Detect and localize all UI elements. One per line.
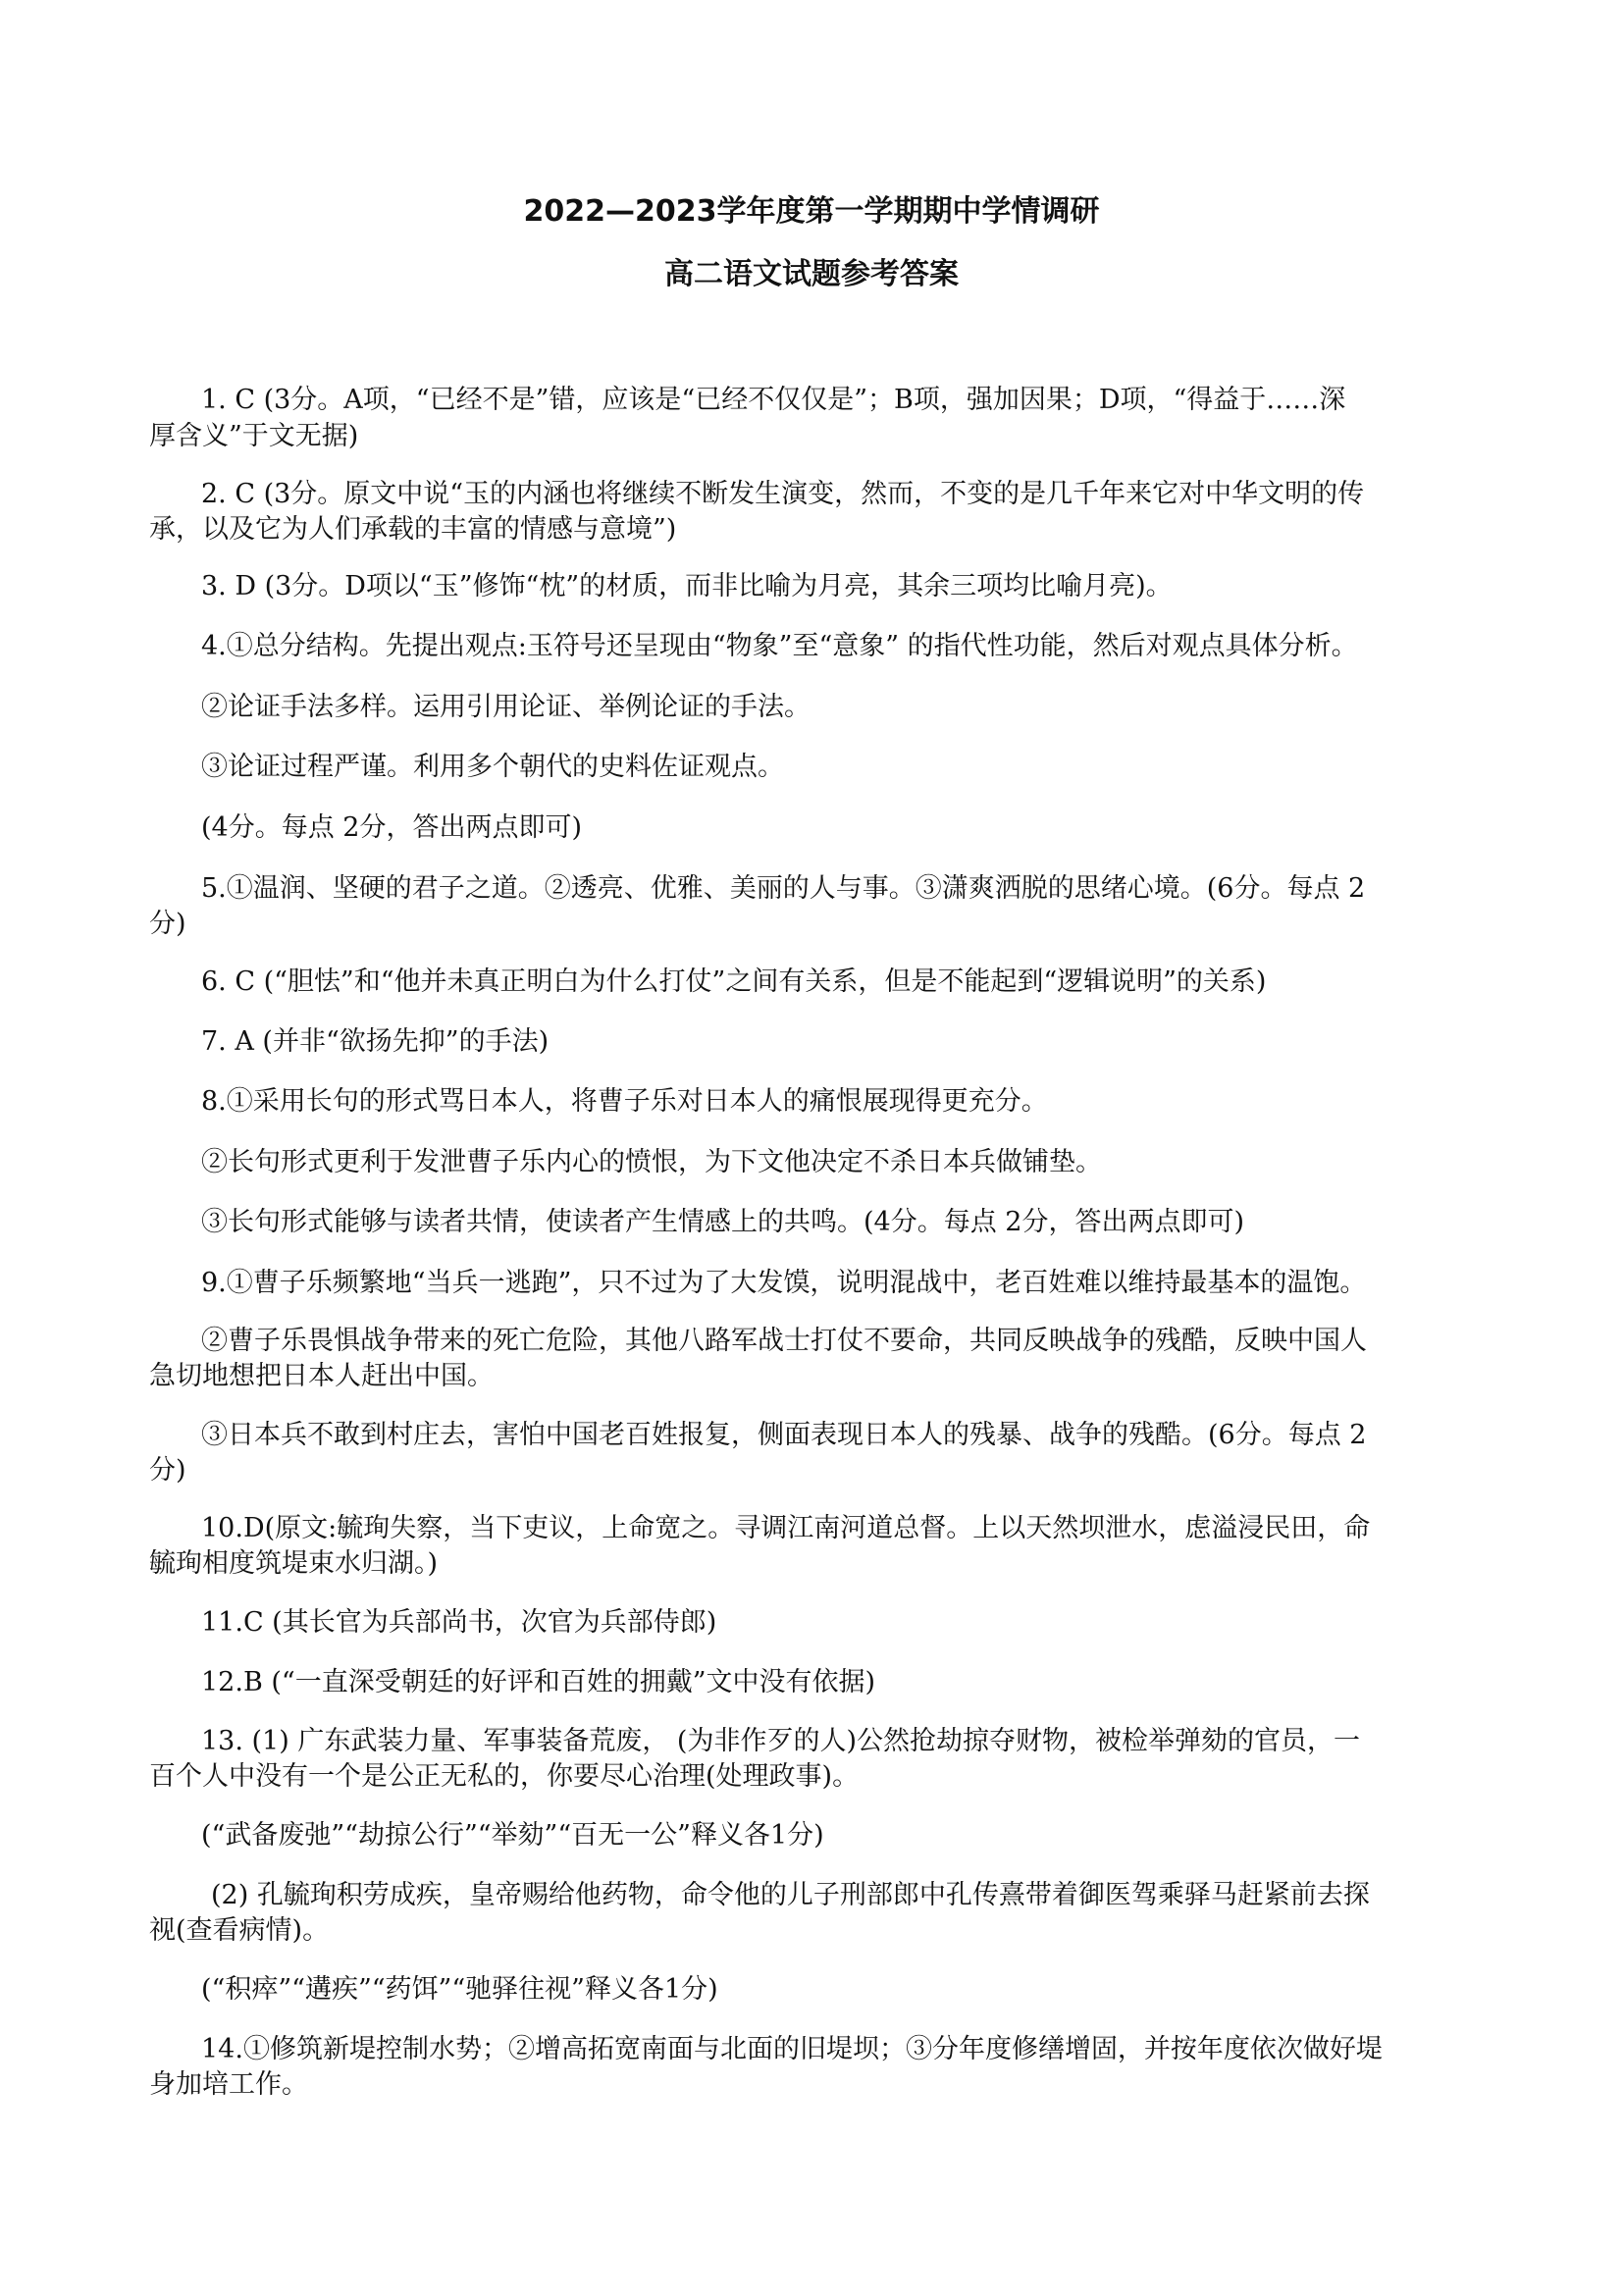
answer-q9-point2-line1: ②曹子乐畏惧战争带来的死亡危险，其他八路军战士打仗不要命，共同反映战争的残酷，反映中国人 [201, 1326, 1367, 1356]
answer-q13-part1-scoring: (“武备废弛”“劫掠公行”“举劾”“百无一公”释义各1分) [201, 1820, 824, 1851]
answer-q13-part2-line1: (2) 孔毓珣积劳成疾，皇帝赐给他药物，命令他的儿子刑部郎中孔传熹带着御医驾乘驿马赶紧前去探 [211, 1880, 1370, 1910]
answer-q3: 3. D (3分。D项以“玉”修饰“枕”的材质，而非比喻为月亮，其余三项均比喻月亮)。 [201, 571, 1173, 601]
answer-q9-point3-line2: 分) [149, 1455, 186, 1486]
answer-q9-point3-line1: ③日本兵不敢到村庄去，害怕中国老百姓报复，侧面表现日本人的残暴、战争的残酷。(6分。每点 2 [201, 1420, 1367, 1450]
answer-q2-line2: 承，以及它为人们承载的丰富的情感与意境”) [149, 514, 677, 545]
answer-q10-line1: 10.D(原文:毓珣失察，当下吏议，上命宽之。寻调江南河道总督。上以天然坝泄水，虑溢浸民田，命 [201, 1513, 1371, 1543]
answer-q5-line1: 5.①温润、坚硬的君子之道。②透亮、优雅、美丽的人与事。③潇爽洒脱的思绪心境。(6分。每点 2 [201, 873, 1366, 904]
document-title: 2022—2023学年度第一学期期中学情调研 [523, 194, 1100, 229]
answer-q8-point3: ③长句形式能够与读者共情，使读者产生情感上的共鸣。(4分。每点 2分，答出两点即可) [201, 1207, 1245, 1237]
answer-q2-line1: 2. C (3分。原文中说“玉的内涵也将继续不断发生演变，然而，不变的是几千年来它对中华文明的传 [201, 479, 1365, 509]
answer-q4-point1: 4.①总分结构。先提出观点:玉符号还呈现由“物象”至“意象” 的指代性功能，然后对观点具体分析。 [201, 631, 1358, 661]
answer-q1-line2: 厚含义”于文无据) [149, 421, 359, 451]
answer-q13-part2-line2: 视(查看病情)。 [149, 1915, 330, 1946]
answer-q13-part2-scoring: (“积瘁”“遘疾”“药饵”“驰驿往视”释义各1分) [201, 1974, 718, 2005]
answer-q9-point1: 9.①曹子乐频繁地“当兵一逃跑”，只不过为了大发馍，说明混战中，老百姓难以维持最基本的温饱。 [201, 1268, 1367, 1298]
answer-q8-point1: 8.①采用长句的形式骂日本人，将曹子乐对日本人的痛恨展现得更充分。 [201, 1086, 1048, 1117]
answer-q13-part1-line1: 13. (1) 广东武装力量、军事装备荒废， (为非作歹的人)公然抢劫掠夺财物，被检举弹劾的官员，一 [201, 1726, 1360, 1756]
document-subtitle: 高二语文试题参考答案 [664, 257, 959, 291]
answer-q11: 11.C (其长官为兵部尚书，次官为兵部侍郎) [201, 1607, 717, 1638]
answer-q8-point2: ②长句形式更利于发泄曹子乐内心的愤恨，为下文他决定不杀日本兵做铺垫。 [201, 1147, 1102, 1177]
answer-q4-point3: ③论证过程严谨。利用多个朝代的史料佐证观点。 [201, 752, 784, 782]
answer-q14-line1: 14.①修筑新堤控制水势；②增高拓宽南面与北面的旧堤坝；③分年度修缮增固，并按年度依次做好堤 [201, 2034, 1383, 2064]
answer-q13-part1-line2: 百个人中没有一个是公正无私的，你要尽心治理(处理政事)。 [149, 1761, 860, 1792]
answer-q5-line2: 分) [149, 909, 186, 939]
answer-q4-scoring: (4分。每点 2分，答出两点即可) [201, 812, 583, 843]
answer-q6: 6. C (“胆怯”和“他并未真正明白为什么打仗”之间有关系，但是不能起到“逻辑说明”的关系) [201, 966, 1267, 997]
answer-q10-line2: 毓珣相度筑堤束水归湖。) [149, 1548, 439, 1579]
answer-q14-line2: 身加培工作。 [149, 2069, 308, 2100]
answer-q12: 12.B (“一直深受朝廷的好评和百姓的拥戴”文中没有依据) [201, 1667, 876, 1697]
answer-q1-line1: 1. C (3分。A项，“已经不是”错，应该是“已经不仅仅是”；B项，强加因果；D项，“得益于……深 [201, 385, 1346, 415]
answer-q9-point2-line2: 急切地想把日本人赶出中国。 [149, 1361, 494, 1391]
answer-q7: 7. A (并非“欲扬先抑”的手法) [201, 1026, 550, 1057]
answer-q4-point2: ②论证手法多样。运用引用论证、举例论证的手法。 [201, 692, 811, 722]
